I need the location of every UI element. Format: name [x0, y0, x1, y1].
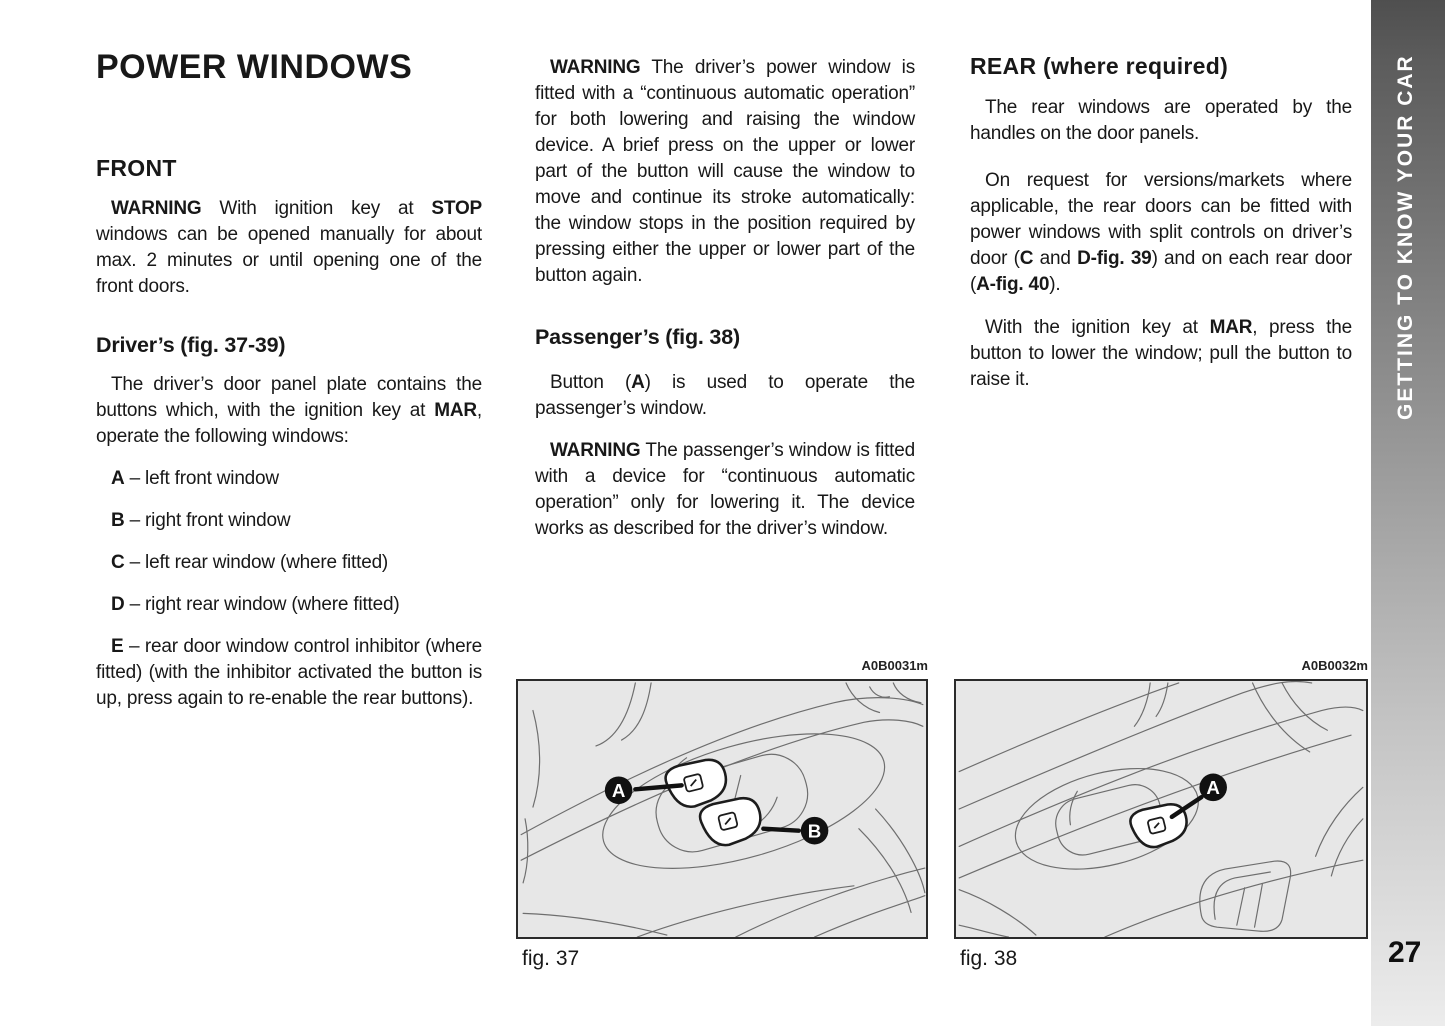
- rear-operation-paragraph: With the ignition key at MAR, press the button to lower the window; pull the button to raise it.: [970, 317, 1352, 390]
- list-item-e: E – rear door window control inhibitor (where fitted) (with the inhibitor activated the button is up, press again to re-enable the rear buttons).: [96, 636, 482, 709]
- column-left: [96, 0, 482, 712]
- column-middle: [535, 0, 915, 542]
- list-item-a: A – left front window: [111, 468, 279, 489]
- callout-a-letter: A: [611, 780, 626, 802]
- list-item-c: C – left rear window (where fitted): [111, 552, 389, 573]
- passenger-button-paragraph: Button (A) is used to operate the passenger’s window.: [535, 372, 916, 419]
- rear-options-paragraph: On request for versions/markets where applicable, the rear doors can be fitted with power windows with split controls on driver’s door (C and D-fig. 39) and on each rear door (A-fig. 40).: [970, 170, 1352, 295]
- figure-38-code: A0B0032m: [1301, 658, 1368, 673]
- rear-handles-paragraph: The rear windows are operated by the handles on the door panels.: [970, 97, 1352, 144]
- door-panel-drawing-rear: [956, 681, 1366, 937]
- section-tab-label: GETTING TO KNOW YOUR CAR: [1394, 54, 1417, 420]
- drivers-intro-paragraph: The driver’s door panel plate contains the buttons which, with the ignition key at MAR, operate the following windows:: [96, 374, 482, 447]
- section-heading-front: FRONT: [96, 155, 177, 181]
- front-warning-paragraph: WARNING With ignition key at STOP windows can be opened manually for about max. 2 minutes or until opening one of the front doors.: [96, 198, 482, 297]
- page-title: POWER WINDOWS: [96, 48, 413, 86]
- list-item-b: B – right front window: [111, 510, 291, 531]
- list-item-d: D – right rear window (where fitted): [111, 594, 400, 615]
- subheading-passengers: Passenger’s (fig. 38): [535, 325, 740, 349]
- figure-37-caption: fig. 37: [522, 947, 580, 970]
- callout-b-letter: B: [807, 820, 822, 842]
- subheading-drivers: Driver’s (fig. 37-39): [96, 333, 286, 357]
- passenger-warning-paragraph: WARNING The passenger’s window is fitted with a device for “continuous automatic operation” only for lowering it. The device works as described for the driver’s window.: [535, 440, 915, 539]
- door-panel-drawing-front: [518, 681, 926, 937]
- driver-window-warning-paragraph: WARNING The driver’s power window is fitted with a “continuous automatic operation” for both lowering and raising the window device. A brief press on the upper or lower part of the button will cause the window to move and continue its stroke automatically: the window stops in the position required by pressing either the upper or lower part of the button again.: [535, 57, 915, 286]
- figure-38-caption: fig. 38: [960, 947, 1018, 970]
- figure-37-illustration: [516, 679, 928, 939]
- figure-37-code: A0B0031m: [861, 658, 928, 673]
- callout-a-letter: A: [1206, 777, 1220, 799]
- column-right: [970, 0, 1352, 393]
- section-heading-rear: REAR (where required): [970, 53, 1229, 79]
- figure-38-illustration: [954, 679, 1368, 939]
- figure-37: [516, 658, 928, 971]
- figure-38: [954, 658, 1368, 971]
- page-number: 27: [1388, 936, 1422, 969]
